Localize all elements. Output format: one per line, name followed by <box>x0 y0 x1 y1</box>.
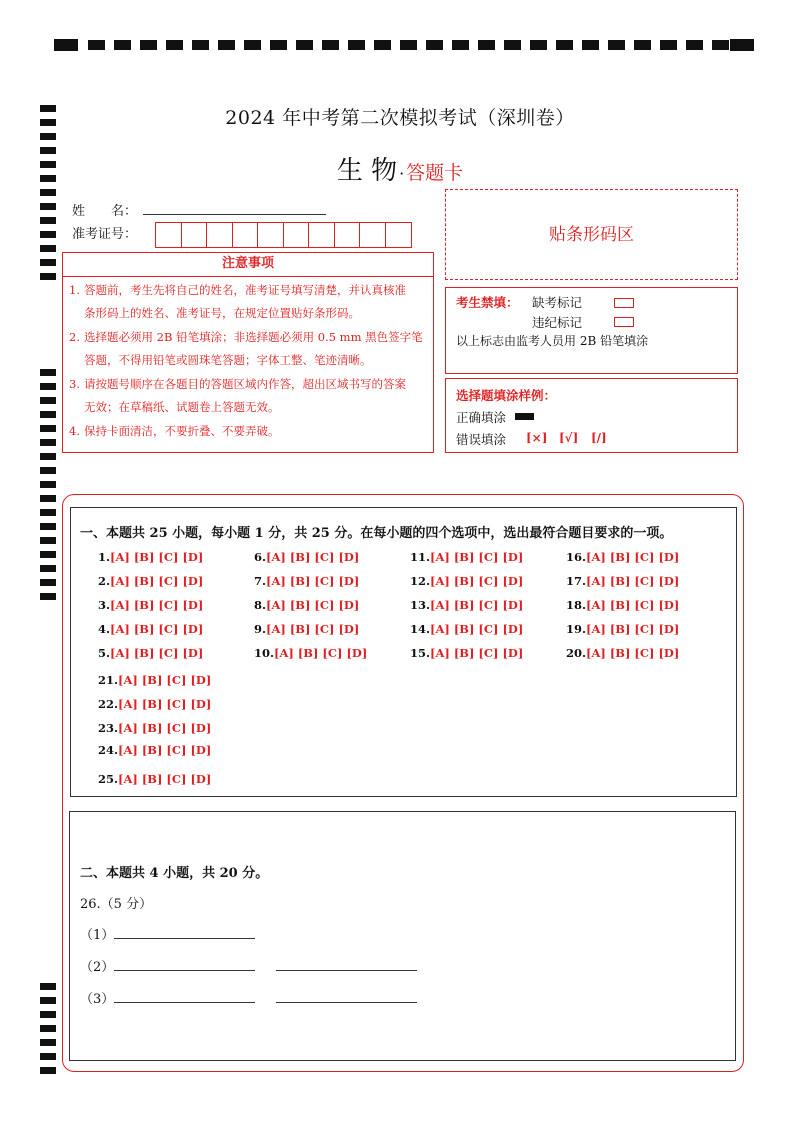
timing-mark <box>166 40 183 50</box>
wrong-fill-label: 错误填涂 <box>456 432 507 447</box>
timing-mark <box>322 40 339 50</box>
question-row[interactable] <box>566 598 679 612</box>
absent-mark-box[interactable] <box>614 298 634 308</box>
answer-options[interactable]: [A] [B] [C] [D] <box>110 622 204 636</box>
wrong-mark-check: [√] <box>559 431 579 445</box>
id-label: 准考证号： <box>72 227 138 242</box>
answer-options[interactable]: [A] [B] [C] [D] <box>586 598 680 612</box>
timing-mark <box>114 40 131 50</box>
timing-mark <box>40 453 56 460</box>
question-number: 25. <box>98 772 119 786</box>
timing-mark <box>40 217 56 224</box>
timing-mark <box>40 467 56 474</box>
timing-mark <box>40 983 56 990</box>
timing-mark <box>54 39 78 51</box>
id-digit-box[interactable] <box>207 223 233 247</box>
timing-mark <box>40 997 56 1004</box>
timing-mark <box>348 40 365 50</box>
notice-text: 条形码上的姓名、准考证号，在规定位置贴好条形码。 <box>84 306 360 320</box>
timing-mark <box>192 40 209 50</box>
answer-options[interactable]: [A] [B] [C] [D] <box>110 574 204 588</box>
notice-text: 答题前，考生先将自己的姓名，准考证号填写清楚，并认真核准 <box>84 283 406 297</box>
timing-mark <box>40 1039 56 1046</box>
answer-options[interactable]: [A] [B] [C] [D] <box>266 598 360 612</box>
notice-num: 3. <box>69 377 80 391</box>
answer-options[interactable]: [A] [B] [C] [D] <box>586 550 680 564</box>
question-number: 5. <box>98 646 111 660</box>
exam-title: 2024 年中考第二次模拟考试（深圳卷） <box>225 107 575 129</box>
timing-mark <box>530 40 547 50</box>
subject-name: 生 物 <box>336 156 398 186</box>
answer-options[interactable]: [A] [B] [C] [D] <box>430 574 524 588</box>
question-row[interactable] <box>254 598 359 612</box>
answer-options[interactable]: [A] [B] [C] [D] <box>430 622 524 636</box>
question-row[interactable] <box>98 622 203 636</box>
timing-mark <box>140 40 157 50</box>
question-row[interactable] <box>98 743 211 757</box>
question-number: 21. <box>98 673 119 687</box>
notice-num: 4. <box>69 424 80 438</box>
question-row[interactable] <box>410 550 523 564</box>
answer-options[interactable]: [A] [B] [C] [D] <box>118 721 212 735</box>
timing-mark <box>40 259 56 266</box>
exam-id-boxes[interactable] <box>155 222 412 248</box>
answer-options[interactable]: [A] [B] [C] [D] <box>586 646 680 660</box>
timing-mark <box>40 495 56 502</box>
question-row[interactable] <box>566 622 679 636</box>
notice-item <box>69 279 429 325</box>
answer-options[interactable]: [A] [B] [C] [D] <box>118 673 212 687</box>
timing-mark <box>40 481 56 488</box>
answer-line[interactable] <box>276 989 417 1003</box>
timing-mark <box>40 537 56 544</box>
answer-line[interactable] <box>114 989 255 1003</box>
timing-mark <box>40 523 56 530</box>
notice-item <box>69 326 429 372</box>
timing-mark <box>426 40 443 50</box>
id-digit-box[interactable] <box>386 223 412 247</box>
question-number: 22. <box>98 697 119 711</box>
question-row[interactable] <box>98 646 203 660</box>
correct-fill-label: 正确填涂 <box>456 410 507 425</box>
question-row[interactable] <box>410 574 523 588</box>
name-field[interactable] <box>143 214 326 215</box>
question-row[interactable] <box>254 646 367 660</box>
timing-mark <box>40 369 56 376</box>
question-number: 10. <box>254 646 275 660</box>
id-digit-box[interactable] <box>284 223 310 247</box>
answer-options[interactable]: [A] [B] [C] [D] <box>118 772 212 786</box>
name-label: 姓 名： <box>72 204 138 219</box>
question-number: 9. <box>254 622 267 636</box>
timing-mark <box>88 40 105 50</box>
timing-mark <box>660 40 677 50</box>
timing-mark <box>40 1025 56 1032</box>
timing-mark <box>40 1011 56 1018</box>
answer-options[interactable]: [A] [B] [C] [D] <box>430 646 524 660</box>
question-row[interactable] <box>98 772 211 786</box>
question-row[interactable] <box>98 673 211 687</box>
question-number: 24. <box>98 743 119 757</box>
question-number: 19. <box>566 622 587 636</box>
question-row[interactable] <box>410 622 523 636</box>
answer-options[interactable]: [A] [B] [C] [D] <box>110 646 204 660</box>
filled-mark-icon <box>515 413 534 420</box>
question-number: 17. <box>566 574 587 588</box>
timing-mark <box>40 565 56 572</box>
timing-mark <box>40 273 56 280</box>
timing-mark <box>40 509 56 516</box>
question-number: 18. <box>566 598 587 612</box>
timing-mark <box>40 1067 56 1074</box>
timing-mark <box>40 439 56 446</box>
answer-options[interactable]: [A] [B] [C] [D] <box>266 574 360 588</box>
examiner-note: 以上标志由监考人员用 2B 铅笔填涂 <box>456 334 649 348</box>
part-1-label: （1） <box>80 928 115 943</box>
question-row[interactable] <box>254 574 359 588</box>
id-digit-box[interactable] <box>182 223 208 247</box>
notice-item <box>69 420 429 443</box>
timing-mark <box>296 40 313 50</box>
timing-mark <box>374 40 391 50</box>
timing-mark <box>40 411 56 418</box>
answer-options[interactable]: [A] [B] [C] [D] <box>110 550 204 564</box>
timing-mark <box>582 40 599 50</box>
question-number: 14. <box>410 622 431 636</box>
notice-text: 答题，不得用铅笔或圆珠笔答题；字体工整、笔迹清晰。 <box>84 353 372 367</box>
timing-mark <box>40 551 56 558</box>
timing-mark <box>608 40 625 50</box>
answer-options[interactable]: [A] [B] [C] [D] <box>430 598 524 612</box>
notice-text: 无效；在草稿纸、试题卷上答题无效。 <box>84 400 280 414</box>
wrong-mark-slash: [/] <box>591 431 607 445</box>
notice-text: 选择题必须用 2B 铅笔填涂；非选择题必须用 0.5 mm 黑色签字笔 <box>84 330 423 344</box>
question-row[interactable] <box>254 622 359 636</box>
timing-mark <box>478 40 495 50</box>
timing-mark <box>218 40 235 50</box>
answer-options[interactable]: [A] [B] [C] [D] <box>274 646 368 660</box>
timing-mark <box>400 40 417 50</box>
timing-mark <box>40 383 56 390</box>
examiner-only-heading: 考生禁填： <box>456 295 519 310</box>
timing-mark <box>40 133 56 140</box>
question-row[interactable] <box>98 550 203 564</box>
question-number: 6. <box>254 550 267 564</box>
id-digit-box[interactable] <box>233 223 259 247</box>
id-digit-box[interactable] <box>335 223 361 247</box>
id-digit-box[interactable] <box>360 223 386 247</box>
answer-options[interactable]: [A] [B] [C] [D] <box>118 697 212 711</box>
question-number: 15. <box>410 646 431 660</box>
answer-options[interactable]: [A] [B] [C] [D] <box>266 550 360 564</box>
id-digit-box[interactable] <box>258 223 284 247</box>
question-number: 13. <box>410 598 431 612</box>
question-row[interactable] <box>98 574 203 588</box>
subject-heading <box>0 150 800 187</box>
notice-heading: 注意事项 <box>62 252 434 277</box>
question-row[interactable] <box>98 598 203 612</box>
timing-mark <box>40 579 56 586</box>
notice-num: 1. <box>69 283 80 297</box>
question-number: 16. <box>566 550 587 564</box>
barcode-label: 贴条形码区 <box>549 225 634 245</box>
timing-mark <box>40 189 56 196</box>
timing-mark <box>244 40 261 50</box>
absent-label: 缺考标记 <box>532 295 583 310</box>
answer-options[interactable]: [A] [B] [C] [D] <box>110 598 204 612</box>
timing-mark <box>452 40 469 50</box>
timing-mark <box>712 40 729 50</box>
notice-box <box>62 276 434 453</box>
question-row[interactable] <box>566 574 679 588</box>
part-3-label: （3） <box>80 992 115 1007</box>
answer-line[interactable] <box>114 925 255 939</box>
id-digit-box[interactable] <box>309 223 335 247</box>
timing-mark <box>686 40 703 50</box>
timing-mark <box>40 593 56 600</box>
question-number: 4. <box>98 622 111 636</box>
violation-label: 违纪标记 <box>532 315 583 330</box>
timing-mark <box>556 40 573 50</box>
timing-mark <box>270 40 287 50</box>
subject-dot: · <box>399 164 405 183</box>
section2-title: 二、本题共 4 小题，共 20 分。 <box>80 866 269 881</box>
timing-mark <box>40 245 56 252</box>
notice-text: 保持卡面清洁，不要折叠、不要弄破。 <box>84 424 280 438</box>
question-row[interactable] <box>254 550 359 564</box>
question-26-label: 26.（5 分） <box>80 897 153 912</box>
answer-line[interactable] <box>114 957 255 971</box>
question-row[interactable] <box>98 721 211 735</box>
question-number: 3. <box>98 598 111 612</box>
question-row[interactable] <box>566 550 679 564</box>
notice-num: 2. <box>69 330 80 344</box>
violation-mark-box[interactable] <box>614 317 634 327</box>
answer-options[interactable]: [A] [B] [C] [D] <box>430 550 524 564</box>
answer-card-label: 答题卡 <box>406 162 464 184</box>
question-number: 23. <box>98 721 119 735</box>
answer-options[interactable]: [A] [B] [C] [D] <box>586 622 680 636</box>
answer-options[interactable]: [A] [B] [C] [D] <box>586 574 680 588</box>
question-number: 12. <box>410 574 431 588</box>
timing-mark <box>40 231 56 238</box>
question-number: 8. <box>254 598 267 612</box>
question-number: 2. <box>98 574 111 588</box>
answer-options[interactable]: [A] [B] [C] [D] <box>118 743 212 757</box>
question-row[interactable] <box>410 598 523 612</box>
timing-mark <box>40 203 56 210</box>
timing-mark <box>634 40 651 50</box>
question-number: 1. <box>98 550 111 564</box>
part-2-label: （2） <box>80 960 115 975</box>
fill-sample-heading: 选择题填涂样例： <box>456 388 557 403</box>
answer-options[interactable]: [A] [B] [C] [D] <box>266 622 360 636</box>
question-row[interactable] <box>98 697 211 711</box>
section1-title: 一、本题共 25 小题，每小题 1 分，共 25 分。在每小题的四个选项中，选出最符合题目要求的一项。 <box>80 526 673 541</box>
timing-mark <box>730 39 754 51</box>
question-row[interactable] <box>566 646 679 660</box>
timing-mark <box>504 40 521 50</box>
id-digit-box[interactable] <box>156 223 182 247</box>
timing-mark <box>40 425 56 432</box>
notice-item <box>69 373 429 419</box>
question-number: 11. <box>410 550 431 564</box>
wrong-mark-cross: [×] <box>526 431 548 445</box>
question-number: 20. <box>566 646 587 660</box>
timing-mark <box>40 397 56 404</box>
timing-mark <box>40 1053 56 1060</box>
notice-text: 请按题号顺序在各题目的答题区域内作答，超出区域书写的答案 <box>84 377 406 391</box>
answer-line[interactable] <box>276 957 417 971</box>
question-number: 7. <box>254 574 267 588</box>
question-row[interactable] <box>410 646 523 660</box>
